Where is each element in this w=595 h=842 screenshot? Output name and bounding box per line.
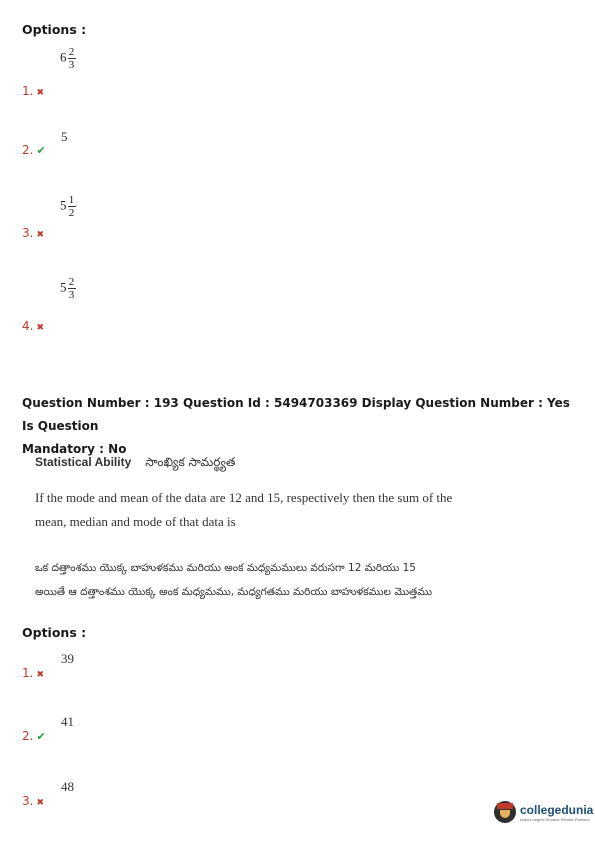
option-4	[22, 315, 44, 334]
option-number: 1.	[22, 84, 34, 98]
question-text-telugu	[35, 556, 432, 604]
denominator: 2	[68, 207, 75, 219]
option-2	[22, 725, 46, 744]
option-1-value: 39	[61, 651, 74, 666]
option-2-value: 41	[61, 714, 74, 729]
options-heading: Options :	[22, 22, 87, 37]
fraction	[68, 194, 76, 219]
options-heading: Options :	[22, 625, 87, 640]
option-number: 3.	[22, 794, 34, 808]
wrong-icon: ✖	[36, 798, 44, 808]
category-telugu: సాంఖ్యిక సామర్థ్యత	[145, 455, 236, 469]
denominator: 3	[68, 289, 75, 301]
option-3-value	[60, 194, 76, 219]
fraction	[68, 46, 76, 71]
logo-name: collegedunia	[520, 802, 594, 817]
category-english: Statistical Ability	[35, 455, 132, 469]
denominator: 3	[68, 59, 75, 71]
numerator: 2	[68, 276, 75, 288]
numerator: 1	[68, 194, 75, 206]
graduate-icon	[494, 801, 516, 823]
option-3-value: 48	[61, 779, 74, 794]
wrong-icon: ✖	[36, 323, 44, 333]
option-3	[22, 790, 44, 809]
option-number: 2.	[22, 143, 34, 157]
option-number: 1.	[22, 666, 34, 680]
whole-part: 5	[60, 279, 67, 295]
collegedunia-logo	[494, 801, 593, 823]
option-2-value: 5	[61, 129, 68, 144]
numerator: 2	[68, 46, 75, 58]
fraction	[68, 276, 76, 301]
option-1	[22, 662, 44, 681]
question-text-line: If the mode and mean of the data are 12 and 15, respectively then the sum of the	[35, 490, 453, 505]
question-text-line: ఒక దత్తాంశము యొక్క బాహుళకము మరియు అంక మధ్యమములు వరుసగా 12 మరియు 15	[35, 562, 416, 574]
check-icon: ✔	[36, 144, 46, 157]
wrong-icon: ✖	[36, 230, 44, 240]
logo-tagline: India's largest Student Review Platform	[520, 816, 590, 822]
option-4-value	[60, 276, 76, 301]
question-text-line: అయితే ఆ దత్తాంశము యొక్క అంక మధ్యమము, మధ్యగతము మరియు బాహుళకముల మొత్తము	[35, 586, 432, 598]
whole-part: 5	[60, 197, 67, 213]
question-text-line: mean, median and mode of that data is	[35, 514, 236, 529]
whole-part: 6	[60, 49, 67, 65]
option-3	[22, 222, 44, 241]
wrong-icon: ✖	[36, 88, 44, 98]
option-number: 2.	[22, 729, 34, 743]
option-1-value	[60, 46, 76, 71]
check-icon: ✔	[36, 730, 46, 743]
option-number: 4.	[22, 319, 34, 333]
option-1	[22, 80, 44, 99]
question-text-english	[35, 486, 452, 534]
option-number: 3.	[22, 226, 34, 240]
option-2	[22, 139, 46, 158]
wrong-icon: ✖	[36, 670, 44, 680]
question-header-line-1: Question Number : 193 Question Id : 5494703369 Display Question Number : Yes Is Question	[22, 396, 570, 433]
question-header-line-2: Mandatory : No	[22, 442, 127, 456]
question-category	[35, 451, 235, 472]
